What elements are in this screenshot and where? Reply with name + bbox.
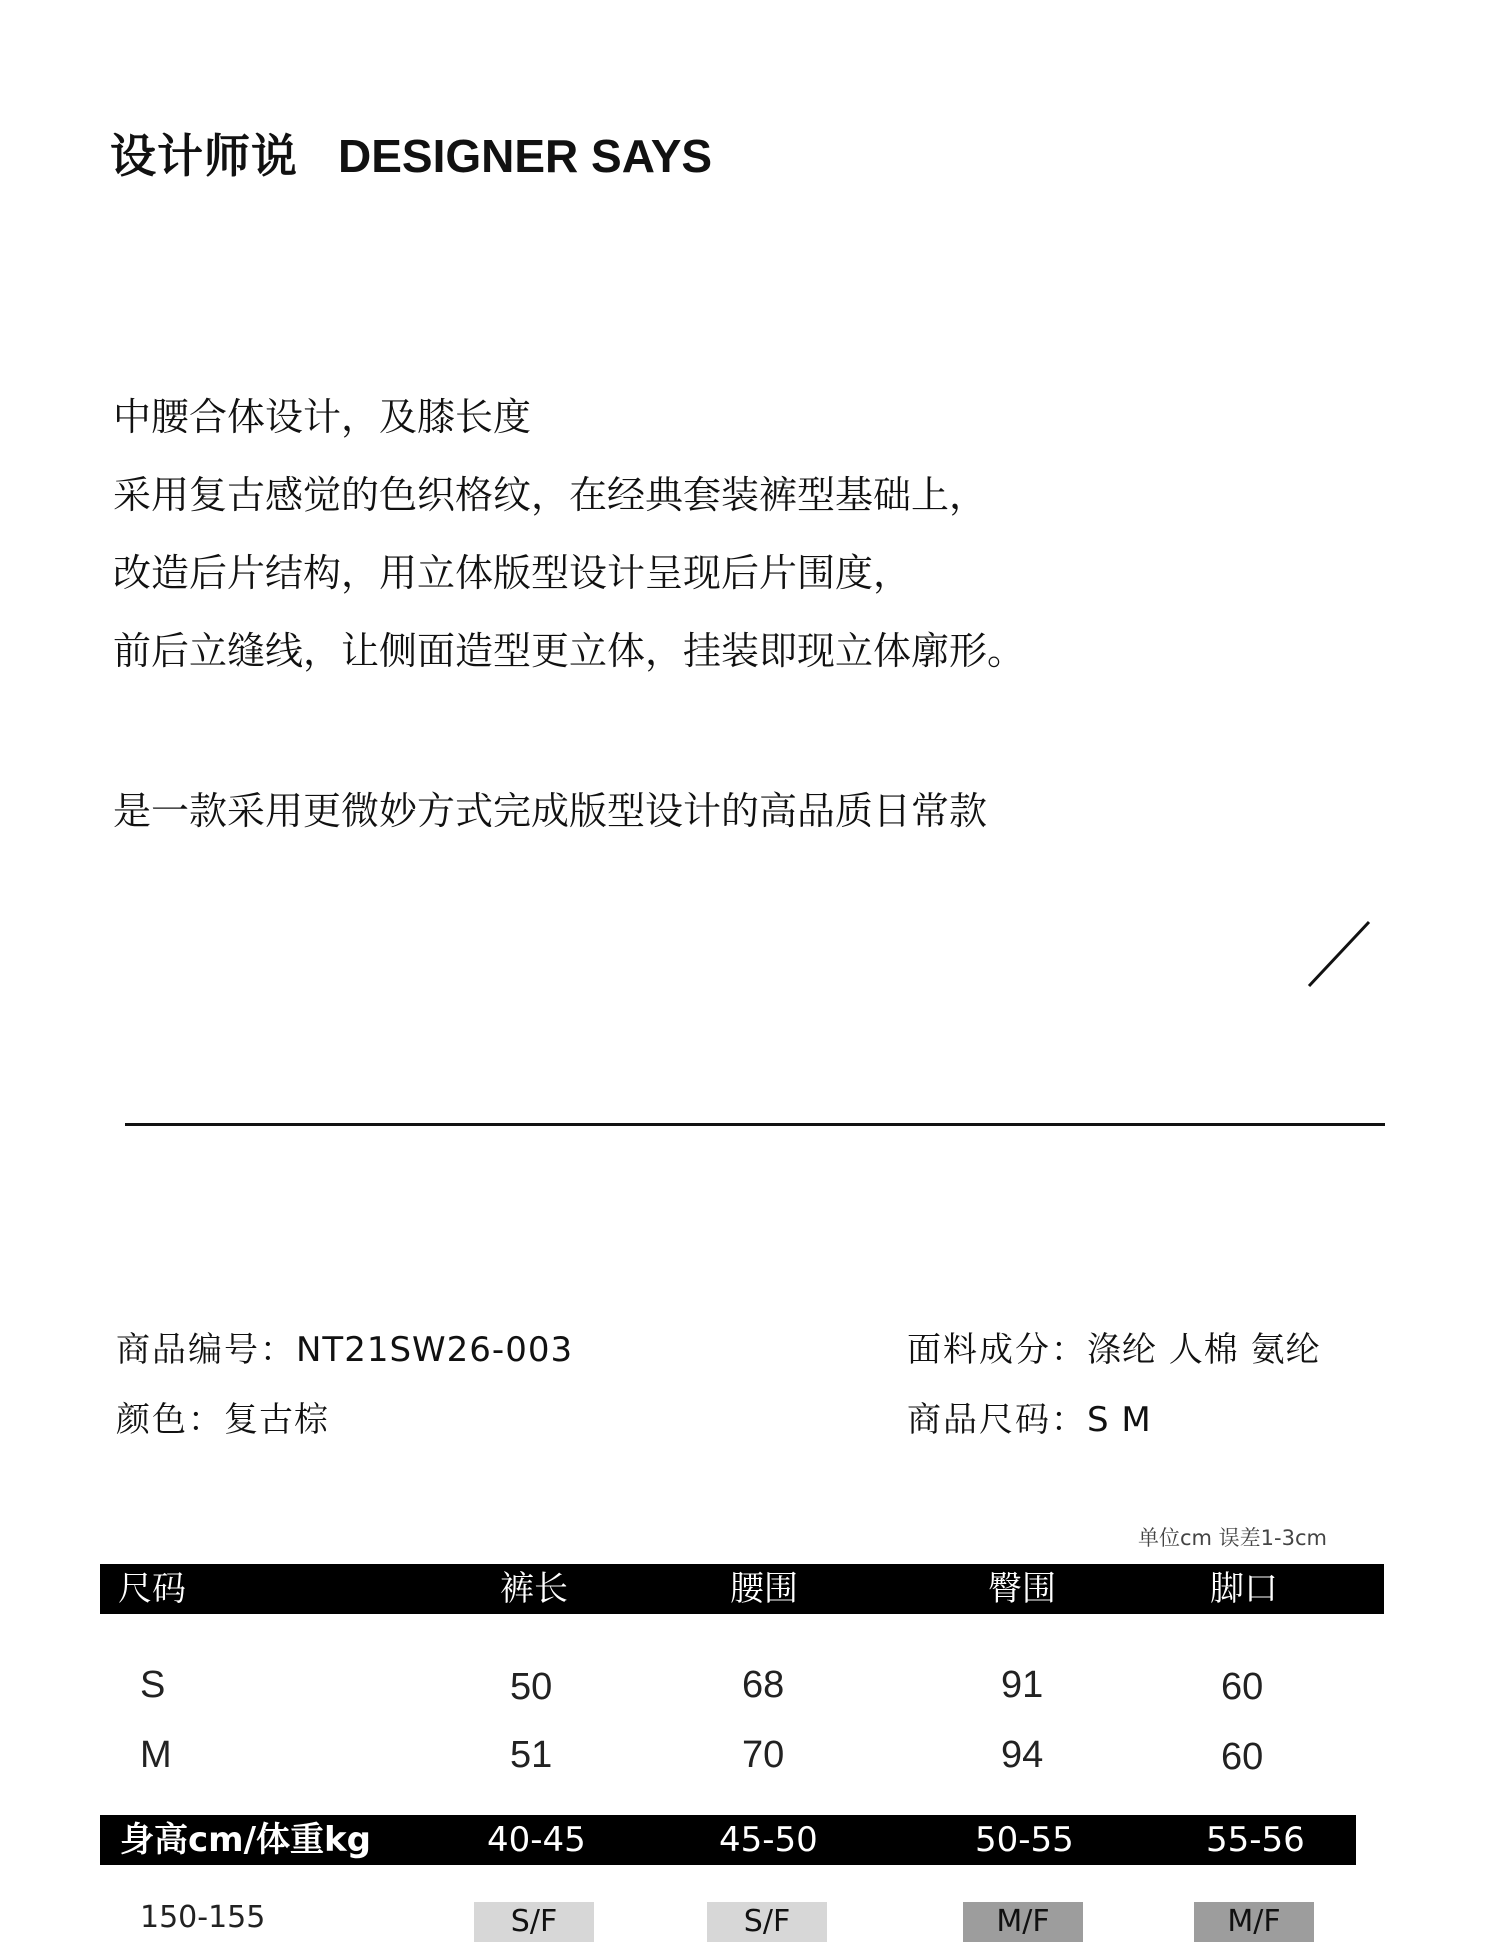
size-table-header [100, 1564, 1384, 1614]
waist-cell: 70 [742, 1734, 785, 1776]
fabric-label: 面料成分： [907, 1330, 1087, 1370]
header-hem: 脚口 [1210, 1569, 1278, 1609]
size-cell: S [140, 1664, 166, 1706]
header-length: 裤长 [500, 1569, 568, 1609]
designer-description [113, 378, 1025, 850]
header-range-3: 50-55 [975, 1820, 1074, 1860]
hem-cell: 60 [1221, 1736, 1264, 1778]
description-line: 采用复古感觉的色织格纹，在经典套装裤型基础上， [113, 473, 988, 517]
heading-en: DESIGNER SAYS [338, 130, 713, 182]
fit-height-label: 150-155 [140, 1900, 266, 1935]
length-cell: 50 [510, 1666, 553, 1708]
size-label: 商品尺码： [907, 1400, 1087, 1440]
fit-table-header [100, 1815, 1356, 1865]
product-sizes [907, 1392, 1152, 1441]
hip-cell: 91 [1001, 1664, 1044, 1706]
product-color [116, 1392, 329, 1441]
description-line: 前后立缝线，让侧面造型更立体，挂装即现立体廓形。 [113, 629, 1026, 673]
item-number-value: NT21SW26-003 [296, 1330, 574, 1370]
section-heading [110, 120, 712, 186]
description-line: 中腰合体设计，及膝长度 [113, 395, 532, 439]
size-cell: M [140, 1734, 172, 1776]
color-label: 颜色： [116, 1400, 224, 1440]
hem-cell: 60 [1221, 1666, 1264, 1708]
waist-cell: 68 [742, 1664, 785, 1706]
fabric-value: 涤纶 人棉 氨纶 [1087, 1330, 1321, 1370]
fit-table-row [100, 1900, 1360, 1939]
header-range-2: 45-50 [719, 1820, 818, 1860]
item-number-label: 商品编号： [116, 1330, 296, 1370]
color-value: 复古棕 [224, 1400, 329, 1440]
header-waist: 腰围 [730, 1569, 798, 1609]
item-number [116, 1322, 573, 1371]
size-value: S M [1087, 1400, 1152, 1440]
length-cell: 51 [510, 1734, 553, 1776]
slash-decoration [1305, 918, 1373, 990]
header-hip: 臀围 [988, 1569, 1056, 1609]
header-size: 尺码 [118, 1569, 186, 1609]
heading-zh: 设计师说 [110, 129, 298, 183]
fit-chip: S/F [707, 1902, 827, 1942]
section-divider [125, 1123, 1385, 1126]
hip-cell: 94 [1001, 1734, 1044, 1776]
unit-note: 单位cm 误差1-3cm [1138, 1526, 1327, 1550]
fit-chip: M/F [963, 1902, 1083, 1942]
description-tagline: 是一款采用更微妙方式完成版型设计的高品质日常款 [113, 789, 988, 833]
header-range-4: 55-56 [1206, 1820, 1305, 1860]
fit-chip: S/F [474, 1902, 594, 1942]
header-height-weight: 身高cm/体重kg [120, 1820, 371, 1860]
header-range-1: 40-45 [487, 1820, 586, 1860]
fit-chip: M/F [1194, 1902, 1314, 1942]
fabric-composition [907, 1322, 1321, 1371]
description-line: 改造后片结构，用立体版型设计呈现后片围度， [113, 551, 912, 595]
